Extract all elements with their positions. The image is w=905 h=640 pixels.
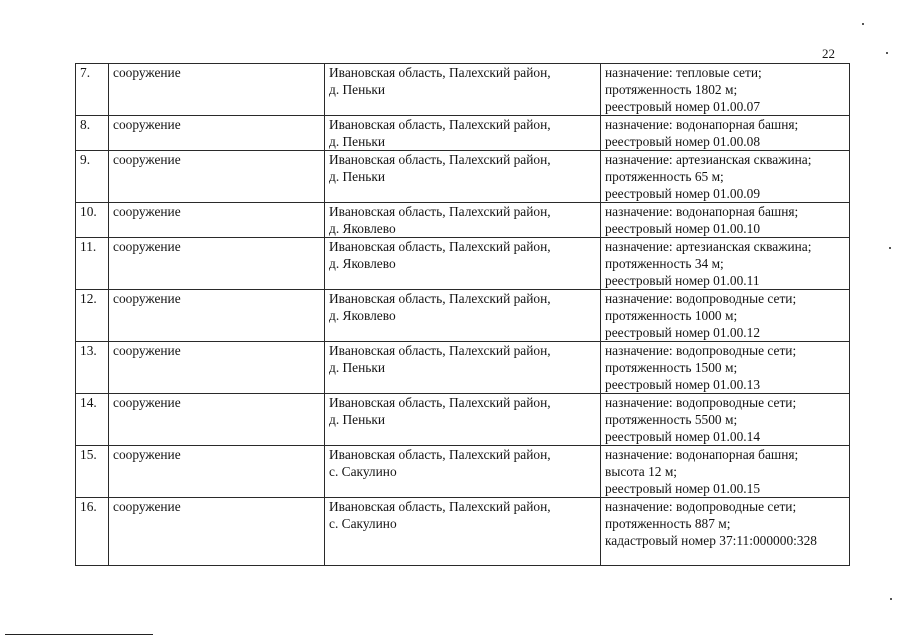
- detail-line: протяженность 1802 м;: [605, 82, 738, 97]
- detail-line: реестровый номер 01.00.12: [605, 325, 761, 340]
- detail-line: назначение: водонапорная башня;: [605, 204, 799, 219]
- object-address: [325, 238, 601, 290]
- row-number: 16.: [76, 498, 109, 566]
- row-number: 15.: [76, 446, 109, 498]
- detail-line: реестровый номер 01.00.13: [605, 377, 761, 392]
- detail-line: реестровый номер 01.00.08: [605, 134, 761, 149]
- object-address: [325, 64, 601, 116]
- object-address: [325, 394, 601, 446]
- object-details: [601, 64, 850, 116]
- detail-line: назначение: артезианская скважина;: [605, 239, 812, 254]
- detail-line: назначение: водопроводные сети;: [605, 291, 797, 306]
- table-row: [76, 498, 850, 566]
- object-type: сооружение: [109, 498, 325, 566]
- scan-speck: [889, 247, 891, 249]
- table-row: [76, 116, 850, 151]
- detail-line: кадастровый номер 37:11:000000:328: [605, 533, 817, 548]
- table-row: [76, 203, 850, 238]
- detail-line: назначение: тепловые сети;: [605, 65, 762, 80]
- address-line: д. Пеньки: [329, 134, 386, 149]
- object-type: сооружение: [109, 446, 325, 498]
- address-line: Ивановская область, Палехский район,: [329, 117, 551, 132]
- detail-line: реестровый номер 01.00.11: [605, 273, 760, 288]
- table-row: [76, 238, 850, 290]
- detail-line: назначение: водонапорная башня;: [605, 447, 799, 462]
- row-number: 8.: [76, 116, 109, 151]
- address-line: Ивановская область, Палехский район,: [329, 343, 551, 358]
- registry-table-body: [76, 64, 850, 566]
- address-line: д. Яковлево: [329, 308, 396, 323]
- table-row: [76, 446, 850, 498]
- detail-line: назначение: водопроводные сети;: [605, 343, 797, 358]
- row-number: 7.: [76, 64, 109, 116]
- address-line: д. Яковлево: [329, 221, 396, 236]
- object-address: [325, 116, 601, 151]
- object-type: сооружение: [109, 238, 325, 290]
- object-type: сооружение: [109, 394, 325, 446]
- object-type: сооружение: [109, 203, 325, 238]
- detail-line: реестровый номер 01.00.10: [605, 221, 761, 236]
- address-line: Ивановская область, Палехский район,: [329, 447, 551, 462]
- row-number: 14.: [76, 394, 109, 446]
- address-line: д. Пеньки: [329, 169, 386, 184]
- detail-line: протяженность 65 м;: [605, 169, 724, 184]
- object-details: [601, 290, 850, 342]
- row-number: 11.: [76, 238, 109, 290]
- property-registry-table: [75, 63, 850, 566]
- scan-speck: [890, 598, 892, 600]
- object-address: [325, 151, 601, 203]
- object-type: сооружение: [109, 342, 325, 394]
- address-line: Ивановская область, Палехский район,: [329, 65, 551, 80]
- detail-line: протяженность 887 м;: [605, 516, 731, 531]
- address-line: Ивановская область, Палехский район,: [329, 239, 551, 254]
- object-address: [325, 446, 601, 498]
- footer-rule: [5, 634, 153, 635]
- detail-line: реестровый номер 01.00.09: [605, 186, 761, 201]
- row-number: 13.: [76, 342, 109, 394]
- address-line: с. Сакулино: [329, 464, 397, 479]
- table-row: [76, 342, 850, 394]
- page-number: 22: [822, 46, 835, 61]
- object-type: сооружение: [109, 151, 325, 203]
- object-type: сооружение: [109, 290, 325, 342]
- object-details: [601, 446, 850, 498]
- table-row: [76, 64, 850, 116]
- address-line: Ивановская область, Палехский район,: [329, 204, 551, 219]
- detail-line: протяженность 1000 м;: [605, 308, 738, 323]
- object-type: сооружение: [109, 64, 325, 116]
- address-line: д. Пеньки: [329, 360, 386, 375]
- detail-line: назначение: артезианская скважина;: [605, 152, 812, 167]
- object-type: сооружение: [109, 116, 325, 151]
- detail-line: реестровый номер 01.00.14: [605, 429, 761, 444]
- address-line: Ивановская область, Палехский район,: [329, 291, 551, 306]
- table-row: [76, 394, 850, 446]
- object-details: [601, 151, 850, 203]
- detail-line: назначение: водопроводные сети;: [605, 395, 797, 410]
- row-number: 9.: [76, 151, 109, 203]
- detail-line: реестровый номер 01.00.15: [605, 481, 761, 496]
- detail-line: протяженность 5500 м;: [605, 412, 738, 427]
- row-number: 10.: [76, 203, 109, 238]
- address-line: Ивановская область, Палехский район,: [329, 499, 551, 514]
- table-row: [76, 290, 850, 342]
- detail-line: протяженность 1500 м;: [605, 360, 738, 375]
- detail-line: назначение: водопроводные сети;: [605, 499, 797, 514]
- table-row: [76, 151, 850, 203]
- address-line: с. Сакулино: [329, 516, 397, 531]
- object-address: [325, 498, 601, 566]
- object-address: [325, 290, 601, 342]
- address-line: Ивановская область, Палехский район,: [329, 152, 551, 167]
- address-line: д. Яковлево: [329, 256, 396, 271]
- detail-line: протяженность 34 м;: [605, 256, 724, 271]
- address-line: д. Пеньки: [329, 82, 386, 97]
- object-details: [601, 116, 850, 151]
- object-address: [325, 203, 601, 238]
- detail-line: назначение: водонапорная башня;: [605, 117, 799, 132]
- address-line: д. Пеньки: [329, 412, 386, 427]
- object-details: [601, 203, 850, 238]
- object-details: [601, 394, 850, 446]
- object-details: [601, 342, 850, 394]
- object-details: [601, 238, 850, 290]
- object-address: [325, 342, 601, 394]
- object-details: [601, 498, 850, 566]
- row-number: 12.: [76, 290, 109, 342]
- scan-speck: [862, 23, 864, 25]
- scan-speck: [886, 52, 888, 54]
- detail-line: реестровый номер 01.00.07: [605, 99, 761, 114]
- detail-line: высота 12 м;: [605, 464, 678, 479]
- address-line: Ивановская область, Палехский район,: [329, 395, 551, 410]
